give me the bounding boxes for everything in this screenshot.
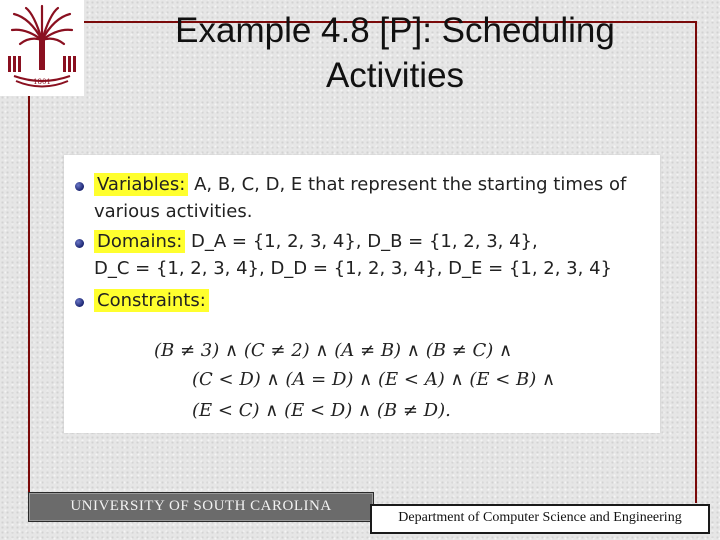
constraints-line2: (C < D) ∧ (A = D) ∧ (E < A) ∧ (E < B) ∧ bbox=[192, 369, 556, 390]
bullet-icon bbox=[75, 239, 84, 248]
domains-line2: D_C = {1, 2, 3, 4}, D_D = {1, 2, 3, 4}, D_E = {1, 2, 3, 4} bbox=[94, 258, 612, 279]
slide-title-line1: Example 4.8 [P]: Scheduling bbox=[175, 11, 615, 50]
palmetto-logo-icon bbox=[0, 0, 84, 96]
department-footer: Department of Computer Science and Engineering bbox=[370, 504, 710, 534]
variables-row bbox=[94, 174, 626, 195]
university-logo bbox=[0, 0, 84, 96]
content-panel bbox=[64, 155, 660, 433]
constraints-label: Constraints: bbox=[94, 289, 209, 312]
logo-year: 1801 bbox=[33, 78, 51, 86]
domains-line1: D_A = {1, 2, 3, 4}, D_B = {1, 2, 3, 4}, bbox=[191, 231, 538, 252]
bullet-icon bbox=[75, 298, 84, 307]
variables-text-cont: various activities. bbox=[94, 201, 253, 222]
variables-text: A, B, C, D, E that represent the starting times of bbox=[194, 174, 627, 195]
frame-right-line bbox=[695, 21, 697, 503]
domains-label: Domains: bbox=[94, 230, 185, 253]
university-footer: UNIVERSITY OF SOUTH CAROLINA bbox=[28, 492, 374, 522]
variables-label: Variables: bbox=[94, 173, 188, 196]
constraints-line3: (E < C) ∧ (E < D) ∧ (B ≠ D). bbox=[192, 400, 451, 421]
slide-title bbox=[100, 8, 690, 98]
slide-title-line2: Activities bbox=[325, 56, 465, 95]
domains-row bbox=[94, 231, 538, 252]
bullet-icon bbox=[75, 182, 84, 191]
frame-left-line bbox=[28, 96, 30, 492]
constraints-line1: (B ≠ 3) ∧ (C ≠ 2) ∧ (A ≠ B) ∧ (B ≠ C) ∧ bbox=[154, 340, 513, 361]
constraints-row bbox=[94, 290, 209, 311]
